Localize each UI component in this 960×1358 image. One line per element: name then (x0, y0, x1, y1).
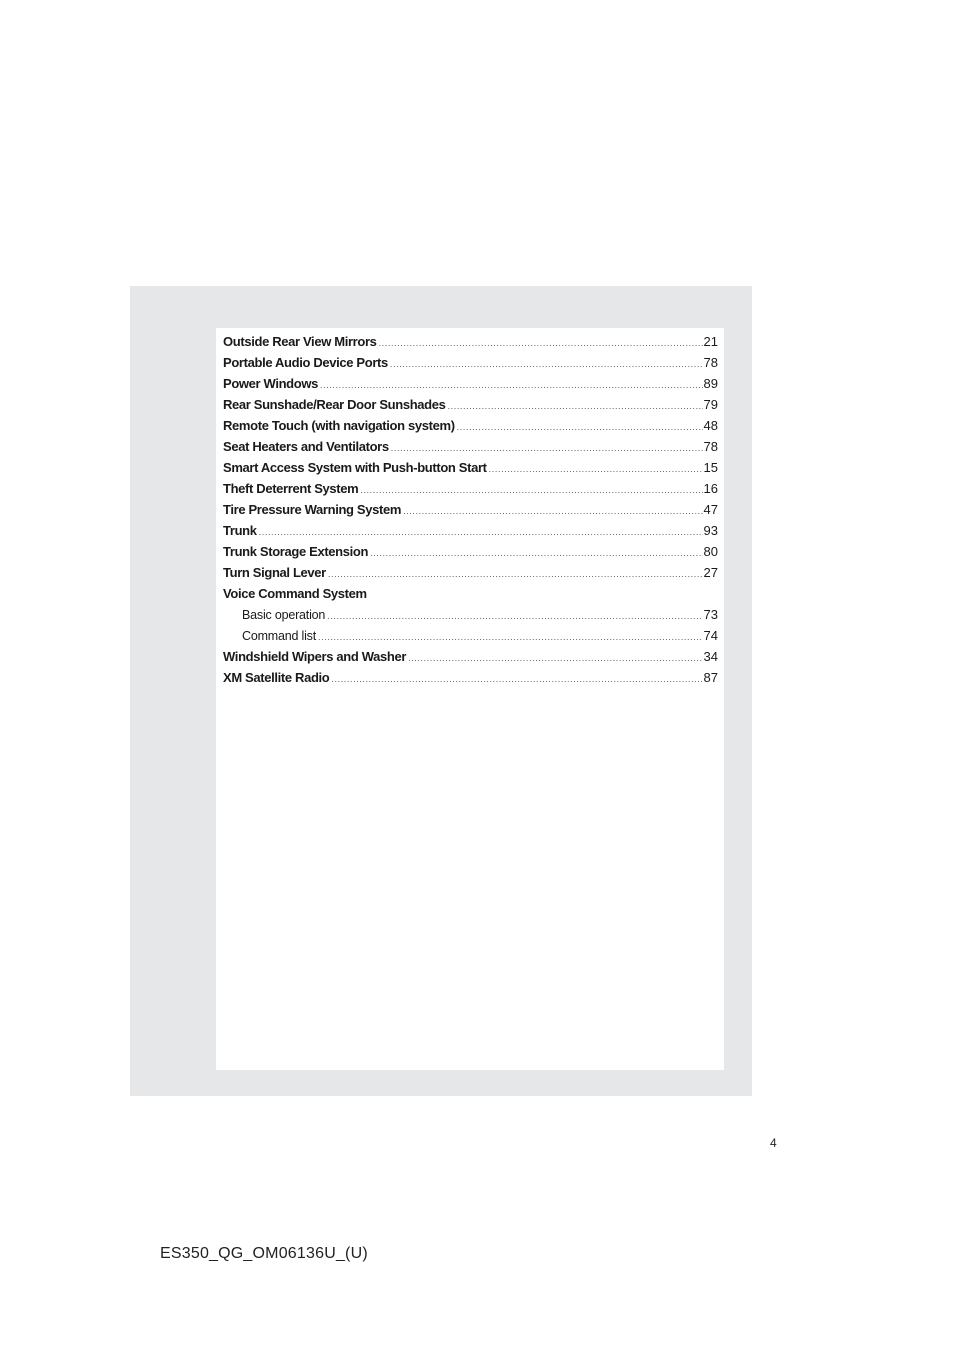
dot-leader (379, 333, 703, 354)
entry-page: 47 (703, 502, 718, 517)
entry-page: 79 (703, 397, 718, 412)
entry-label: Windshield Wipers and Washer (223, 649, 407, 664)
index-entry (223, 457, 718, 478)
dot-leader (448, 396, 703, 417)
index-list (223, 331, 718, 688)
dot-leader (408, 648, 702, 669)
entry-page: 15 (703, 460, 718, 475)
entry-page: 80 (703, 544, 718, 559)
index-entry (223, 478, 718, 499)
entry-page: 78 (703, 439, 718, 454)
index-subentry (223, 604, 718, 625)
entry-label: Outside Rear View Mirrors (223, 334, 377, 349)
dot-leader (259, 522, 703, 543)
entry-page: 16 (703, 481, 718, 496)
entry-label: XM Satellite Radio (223, 670, 330, 685)
entry-label: Remote Touch (with navigation system) (223, 418, 455, 433)
index-entry (223, 499, 718, 520)
entry-page: 73 (703, 607, 718, 622)
heading-label: Voice Command System (223, 586, 367, 601)
index-entry (223, 520, 718, 541)
dot-leader (457, 417, 703, 438)
index-entry (223, 331, 718, 352)
dot-leader (360, 480, 702, 501)
entry-page: 89 (703, 376, 718, 391)
subentry-label: Basic operation (242, 608, 326, 622)
entry-label: Theft Deterrent System (223, 481, 359, 496)
entry-page: 34 (703, 649, 718, 664)
index-entry (223, 562, 718, 583)
index-subentry (223, 625, 718, 646)
index-heading (223, 583, 718, 604)
index-entry (223, 436, 718, 457)
dot-leader (331, 669, 702, 690)
dot-leader (370, 543, 702, 564)
page-number: 4 (770, 1136, 777, 1150)
entry-label: Tire Pressure Warning System (223, 502, 402, 517)
index-entry (223, 541, 718, 562)
entry-label: Turn Signal Lever (223, 565, 326, 580)
entry-page: 93 (703, 523, 718, 538)
index-entry (223, 667, 718, 688)
entry-page: 27 (703, 565, 718, 580)
dot-leader (403, 501, 702, 522)
entry-page: 48 (703, 418, 718, 433)
dot-leader (391, 438, 703, 459)
entry-label: Portable Audio Device Ports (223, 355, 388, 370)
index-entry (223, 415, 718, 436)
dot-leader (328, 564, 703, 585)
dot-leader (390, 354, 703, 375)
entry-label: Power Windows (223, 376, 319, 391)
entry-label: Smart Access System with Push-button Start (223, 460, 487, 475)
index-entry (223, 394, 718, 415)
entry-label: Trunk (223, 523, 257, 538)
entry-page: 87 (703, 670, 718, 685)
entry-page: 74 (703, 628, 718, 643)
dot-leader (489, 459, 703, 480)
index-entry (223, 373, 718, 394)
dot-leader (318, 627, 703, 648)
index-entry (223, 352, 718, 373)
entry-label: Rear Sunshade/Rear Door Sunshades (223, 397, 446, 412)
document-code-footer: ES350_QG_OM06136U_(U) (160, 1245, 368, 1262)
entry-page: 21 (703, 334, 718, 349)
entry-label: Seat Heaters and Ventilators (223, 439, 389, 454)
entry-page: 78 (703, 355, 718, 370)
index-entry (223, 646, 718, 667)
dot-leader (327, 606, 702, 627)
entry-label: Trunk Storage Extension (223, 544, 369, 559)
subentry-label: Command list (242, 629, 317, 643)
dot-leader (320, 375, 703, 396)
